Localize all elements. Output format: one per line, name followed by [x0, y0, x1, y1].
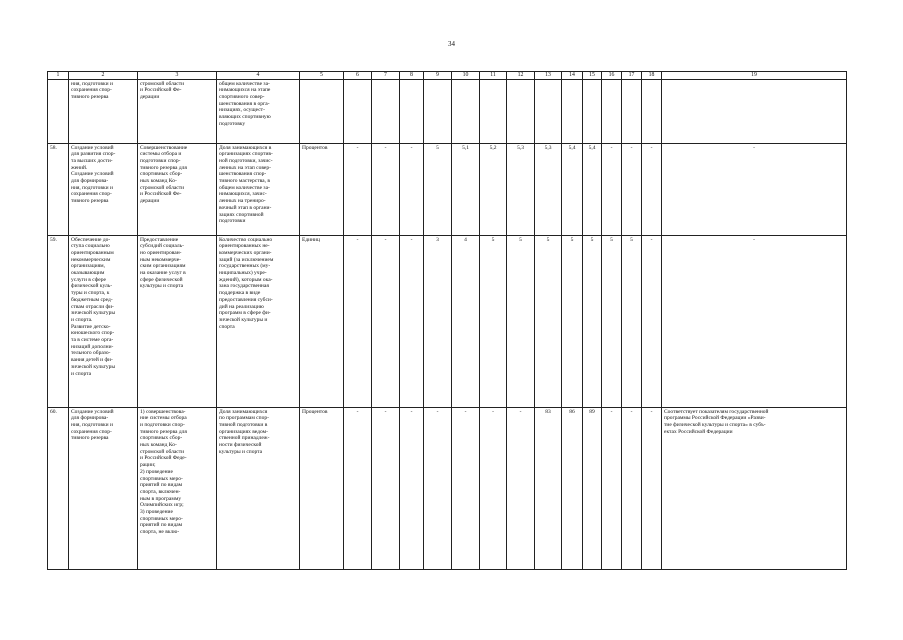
table-cell: 5,3	[535, 144, 562, 236]
table-cell: -	[622, 144, 642, 236]
table-cell	[344, 80, 372, 144]
table-cell: Доля занимающихся по программам спор- тивной подготовки в организациях ведом- ственной принадлеж- ности физической культуры и спорта	[217, 408, 300, 570]
table-cell: -	[372, 236, 400, 408]
table-cell: 5	[602, 236, 622, 408]
column-number: 12	[507, 72, 535, 80]
column-number: 3	[138, 72, 217, 80]
table-cell	[507, 80, 535, 144]
table-row	[48, 408, 847, 570]
table-cell: 3	[424, 236, 452, 408]
table-cell: 1) совершенствова- ние системы отбора и подготовки спор- тивного резерва для спортивных сбор- ных команд Ко- стромской области и Российской Феде- рации; 2) проведение спортивных меро- приятий по видам спорта, включен- ным в программу Олимпийских игр; 3) проведение спортивных меро- приятий по видам спорта, не вклю-	[138, 408, 217, 570]
table-cell: 89	[583, 408, 602, 570]
table-cell: 5,3	[507, 144, 535, 236]
table-cell	[300, 80, 344, 144]
table-cell: -	[424, 408, 452, 570]
column-number: 15	[583, 72, 602, 80]
table-cell: 5	[562, 236, 583, 408]
table-cell: -	[662, 144, 847, 236]
table-cell: 4	[452, 236, 480, 408]
table-cell: 5	[507, 236, 535, 408]
table-cell: -	[400, 144, 424, 236]
column-number: 10	[452, 72, 480, 80]
table-cell	[562, 80, 583, 144]
table-cell: Процентов	[300, 144, 344, 236]
table-cell: Обеспечение до- ступа социально ориентированным некоммерческим организациям, оказывающим услуги в сфере физической куль- туры и спорта, к бюджетным сред- ствам отрасли фи- зической культуры и спорта. Развитие детско- юношеского спор- та в системе орга- низаций дополни- тельного образо- вания детей и фи- зической культуры и спорта	[69, 236, 138, 408]
table-cell	[424, 80, 452, 144]
table-cell: 5,2	[480, 144, 507, 236]
column-number: 8	[400, 72, 424, 80]
table-cell	[602, 80, 622, 144]
table-cell: Доля занимающихся в организациях спортив- ной подготовки, зачис- ленных на этап совер- шенствования спор- тивного мастерства, в общем количестве за- нимающихся, зачис- ленных на трениро- вочный этап в органи- зациях спортивной подготовки	[217, 144, 300, 236]
table-cell: -	[642, 144, 662, 236]
table-cell	[622, 80, 642, 144]
table-cell: общем количестве за- нимающихся на этапе спортивного совер- шенствования в орга- низациях, осущест- вляющих спортивную подготовку	[217, 80, 300, 144]
table-cell: -	[642, 236, 662, 408]
column-number: 18	[642, 72, 662, 80]
table-cell: 5	[535, 236, 562, 408]
table-cell: ния, подготовки и сохранения спор- тивного резерва	[69, 80, 138, 144]
table-cell: Процентов	[300, 408, 344, 570]
column-number: 1	[48, 72, 69, 80]
table-cell: Создание условий для формирова- ния, подготовки и сохранения спор- тивного резерва	[69, 408, 138, 570]
table-cell	[642, 80, 662, 144]
table-cell	[452, 80, 480, 144]
table-cell: -	[400, 236, 424, 408]
table-cell	[662, 80, 847, 144]
column-number: 9	[424, 72, 452, 80]
table-body	[48, 72, 847, 570]
column-number: 7	[372, 72, 400, 80]
table-cell: -	[372, 408, 400, 570]
column-number: 4	[217, 72, 300, 80]
table-cell: -	[507, 408, 535, 570]
column-number: 19	[662, 72, 847, 80]
table-cell: 5,4	[583, 144, 602, 236]
column-number: 13	[535, 72, 562, 80]
table-cell: -	[662, 236, 847, 408]
table-row	[48, 80, 847, 144]
table-cell	[372, 80, 400, 144]
table-cell: Соответствует показателям государственной программы Российской Федерации «Разви- тие физической культуры и спорта» в субъ- ектах Российской Федерации	[662, 408, 847, 570]
table-row	[48, 144, 847, 236]
table-cell: -	[344, 144, 372, 236]
table-cell: -	[622, 408, 642, 570]
table-cell	[48, 80, 69, 144]
table-cell: 83	[535, 408, 562, 570]
table-cell: 60.	[48, 408, 69, 570]
table-cell: Создание условий для развития спор- та высших дости- жений. Создание условий для формирова- ния, подготовки и сохранения спор- тивного резерва	[69, 144, 138, 236]
table-cell: Предоставление субсидий социаль- но ориентирован- ным некоммерче- ским организациям на оказание услуг в сфере физической культуры и спорта	[138, 236, 217, 408]
table-cell: 59.	[48, 236, 69, 408]
table-cell: Количество социально ориентированных не- коммерческих органи- заций (за исключением государственных (му- ниципальных) учре- ждений), которым ока- зана государственная поддержка в виде предоставления субси- дий на реализацию программ в сфере фи- зической культуры и спорта	[217, 236, 300, 408]
indicators-table	[47, 71, 847, 570]
column-number-row	[48, 72, 847, 80]
table-cell	[583, 80, 602, 144]
table-cell: 86	[562, 408, 583, 570]
table-row	[48, 236, 847, 408]
table-cell: 58.	[48, 144, 69, 236]
table-cell: 5	[622, 236, 642, 408]
table-cell: -	[344, 408, 372, 570]
column-number: 14	[562, 72, 583, 80]
column-number: 17	[622, 72, 642, 80]
table-cell: -	[642, 408, 662, 570]
column-number: 16	[602, 72, 622, 80]
table-cell: стромской области и Российской Фе- дерации	[138, 80, 217, 144]
table-cell	[535, 80, 562, 144]
table-cell: 5	[424, 144, 452, 236]
table-cell: -	[372, 144, 400, 236]
table-cell	[400, 80, 424, 144]
table-cell: -	[452, 408, 480, 570]
column-number: 11	[480, 72, 507, 80]
table-cell: 5,1	[452, 144, 480, 236]
table-cell: -	[480, 408, 507, 570]
table-cell: -	[344, 236, 372, 408]
table-cell: -	[602, 144, 622, 236]
table-cell: -	[400, 408, 424, 570]
table-cell	[480, 80, 507, 144]
table-cell: 5,4	[562, 144, 583, 236]
table-cell: -	[602, 408, 622, 570]
table-cell: 5	[583, 236, 602, 408]
column-number: 2	[69, 72, 138, 80]
table-cell: Единиц	[300, 236, 344, 408]
column-number: 5	[300, 72, 344, 80]
table-cell: Совершенствование системы отбора и подготовки спор- тивного резерва для спортивных сбор- ных команд Ко- стромской области и Российской Фе- дерации	[138, 144, 217, 236]
table-cell: 5	[480, 236, 507, 408]
page-number: 34	[448, 40, 455, 48]
column-number: 6	[344, 72, 372, 80]
